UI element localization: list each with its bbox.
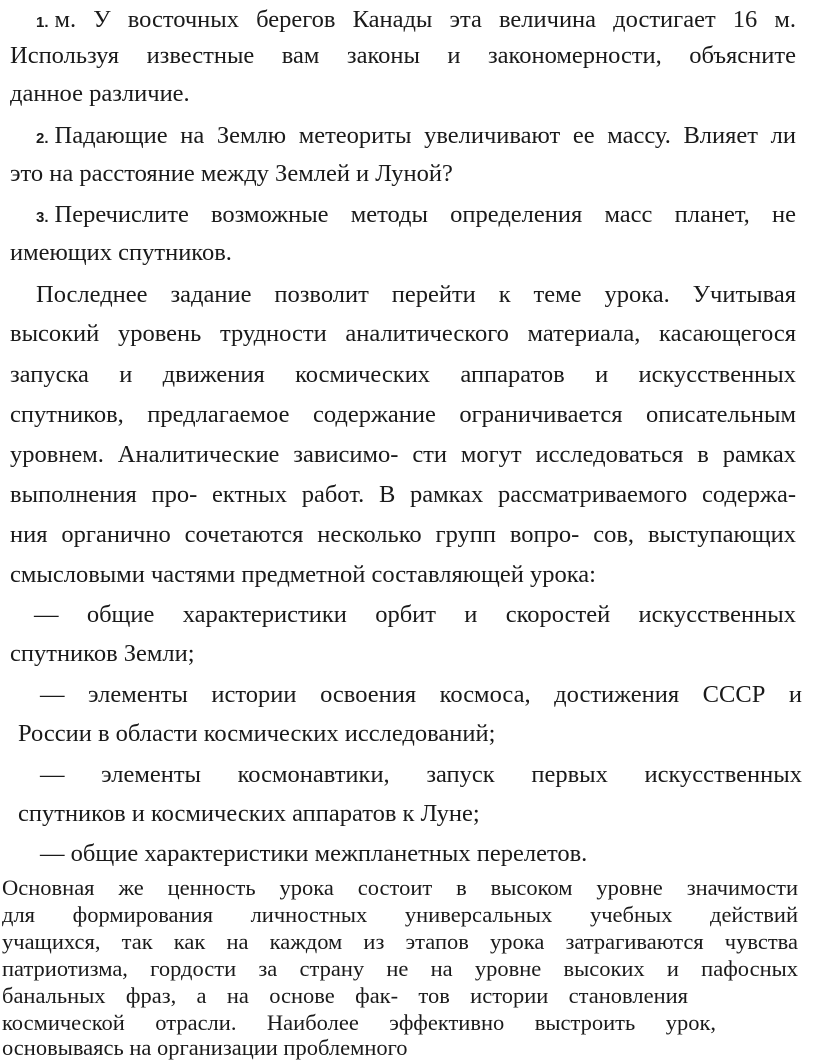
list-item-1-line-1: 1. м. У восточных берегов Канады эта величина достигает 16 м. [36,6,796,33]
list-item-2-line-1: 2. Падающие на Землю метеориты увеличивают ее массу. Влияет ли [36,122,796,149]
dash-item-3-line-1: — элементы космонавтики, запуск первых искусственных [40,761,802,788]
dash-item-1-line-1: — общие характеристики орбит и скоростей искусственных [34,601,796,628]
list-item-2-number: 2. [36,130,49,147]
paragraph-line-8: смысловыми частями предметной составляющей урока: [10,561,596,588]
final-paragraph-line-4: патриотизма, гордости за страну не на уровне высоких и пафосных [2,956,798,981]
list-item-1-line-3: данное различие. [10,80,190,107]
dash-item-4-line-1: — общие характеристики межпланетных перелетов. [40,840,588,867]
final-paragraph-line-1: Основная же ценность урока состоит в высоком уровне значимости [2,875,798,900]
list-item-2-line-2: это на расстояние между Землей и Луной? [10,160,453,187]
dash-item-1-line-2: спутников Земли; [10,640,195,667]
final-paragraph-line-3: учащихся, так как на каждом из этапов урока затрагиваются чувства [2,929,798,954]
paragraph-line-6: выполнения про- ектных работ. В рамках рассматриваемого содержа- [10,481,796,508]
final-paragraph-line-6: космической отрасли. Наиболее эффективно выстроить урок, [2,1010,716,1035]
final-paragraph-line-2: для формирования личностных универсальных учебных действий [2,902,798,927]
paragraph-line-3: запуска и движения космических аппаратов и искусственных [10,361,796,388]
paragraph-line-5: уровнем. Аналитические зависимо- сти могут исследоваться в рамках [10,441,796,468]
paragraph-line-2: высокий уровень трудности аналитического материала, касающегося [10,320,796,347]
list-item-1-number: 1. [36,14,49,31]
paragraph-line-4: спутников, предлагаемое содержание ограничивается описательным [10,401,796,428]
list-item-3-line-2: имеющих спутников. [10,239,232,266]
paragraph-line-1: Последнее задание позволит перейти к теме урока. Учитывая [36,281,796,308]
list-item-1-line-2: Используя известные вам законы и закономерности, объясните [10,42,796,69]
dash-item-2-line-2: России в области космических исследований; [18,720,496,747]
final-paragraph-line-7: основываясь на организации проблемного [2,1035,408,1060]
dash-item-3-line-2: спутников и космических аппаратов к Луне; [18,800,480,827]
list-item-3-number: 3. [36,209,49,226]
paragraph-line-7: ния органично сочетаются несколько групп вопро- сов, выступающих [10,521,796,548]
list-item-3-line-1: 3. Перечислите возможные методы определения масс планет, не [36,201,796,228]
dash-item-2-line-1: — элементы истории освоения космоса, достижения СССР и [40,681,802,708]
final-paragraph-line-5: банальных фраз, а на основе фак- тов истории становления [2,983,688,1008]
